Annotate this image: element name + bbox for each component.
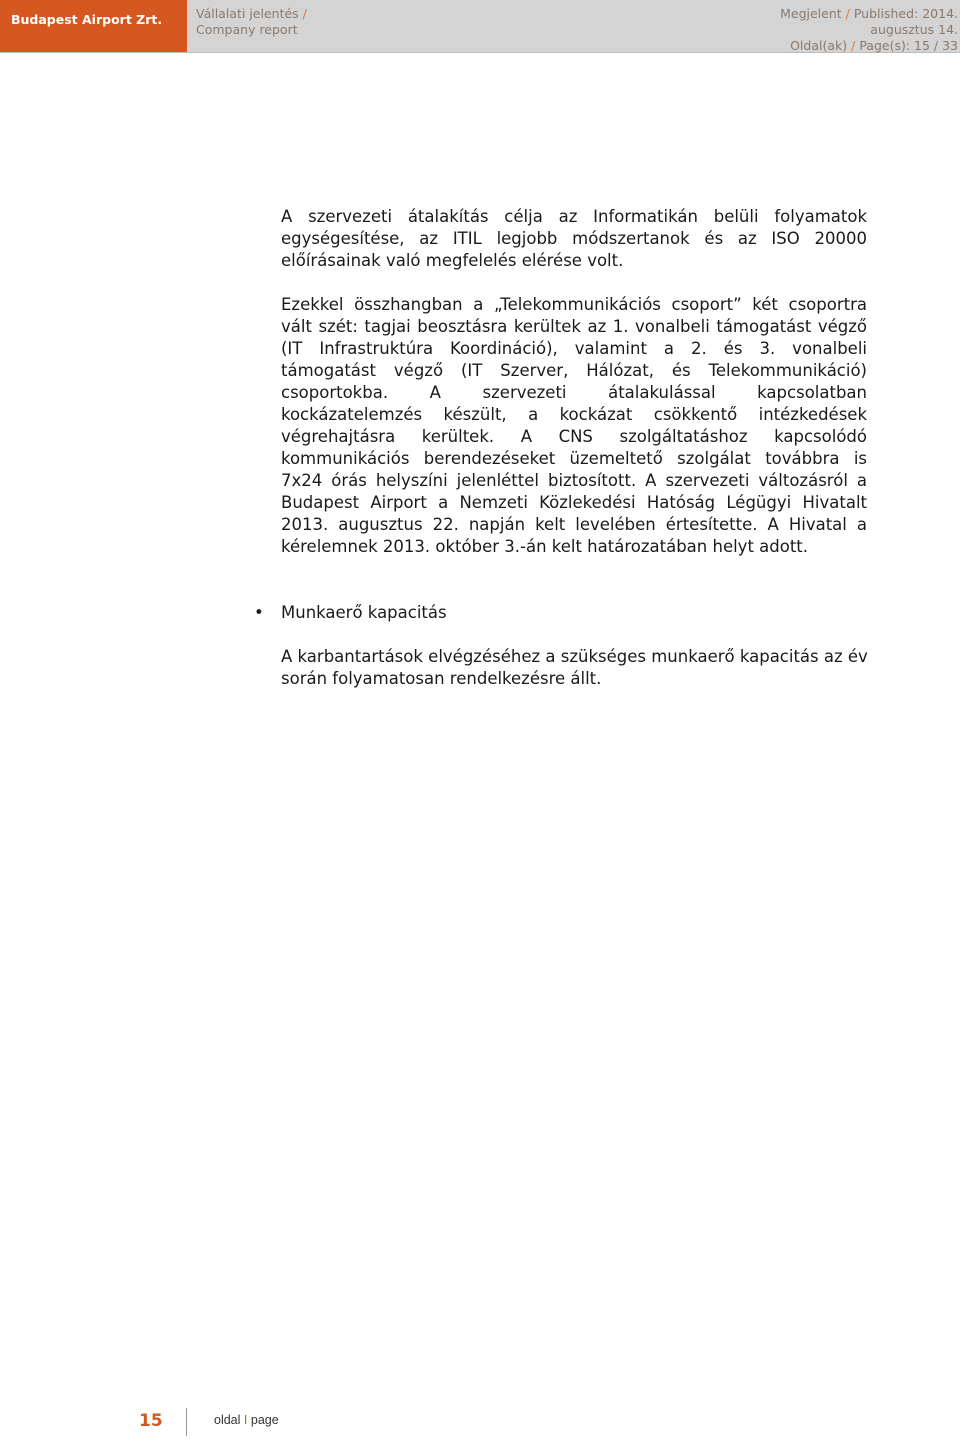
main-content — [281, 206, 867, 558]
published-separator: / — [845, 6, 850, 21]
paragraph-workforce: A karbantartások elvégzéséhez a szükséges munkaerő kapacitás az év során folyamatosan rendelkezésre állt. — [281, 647, 868, 688]
bullet-heading: Munkaerő kapacitás — [281, 603, 447, 622]
published-en: Published: 2014. — [853, 6, 958, 21]
report-type-separator: / — [302, 6, 307, 21]
footer-label-hu: oldal — [214, 1413, 241, 1427]
company-name: Budapest Airport Zrt. — [0, 0, 187, 52]
footer-divider — [186, 1408, 187, 1436]
paragraph-reorganization-goal: A szervezeti átalakítás célja az Informatikán belüli folyamatok egységesítése, az ITIL legjobb módszertanok és az ISO 20000 előírásainak való megfelelés elérése volt. — [281, 207, 867, 270]
footer-label-en: page — [250, 1413, 279, 1427]
bullet-icon: • — [254, 603, 264, 622]
footer-separator: I — [243, 1413, 248, 1427]
page-number: 15 — [139, 1411, 163, 1431]
published-hu: Megjelent — [780, 6, 842, 21]
pages-separator: / — [851, 38, 856, 53]
footer-label — [214, 1413, 279, 1427]
pages-hu: Oldal(ak) — [790, 38, 848, 53]
page-header — [0, 0, 960, 53]
report-type-hu: Vállalati jelentés — [196, 6, 299, 21]
pages-en: Page(s): 15 / 33 — [859, 38, 958, 53]
publication-info — [738, 6, 960, 54]
report-type-en: Company report — [196, 22, 298, 37]
paragraph-telecom-group: Ezekkel összhangban a „Telekommunikációs csoport” két csoportra vált szét: tagjai beosztásra kerültek az 1. vonalbeli támogatást végző (IT Infrastruktúra Koordináció), valamint a 2. és 3. vonalbeli támogatást végző (IT Szerver, Hálózat, és Telekommunikáció) csoportokba. A szervezeti átalakulással kapcsolatban kockázatelemzés készült, a kockázat csökkentő intézkedések végrehajtásra kerültek. A CNS szolgáltatáshoz kapcsolódó kommunikációs berendezéseket üzemeltető szolgálat továbbra is 7x24 órás helyszíni jelenléttel biztosított. A szervezeti változásról a Budapest Airport a Nemzeti Közlekedési Hatóság Légügyi Hivatalt 2013. augusztus 22. napján kelt levelében értesítette. A Hivatal a kérelemnek 2013. október 3.-án kelt határozatában helyt adott. — [281, 295, 867, 556]
published-date: augusztus 14. — [870, 22, 958, 37]
report-type — [196, 6, 307, 38]
